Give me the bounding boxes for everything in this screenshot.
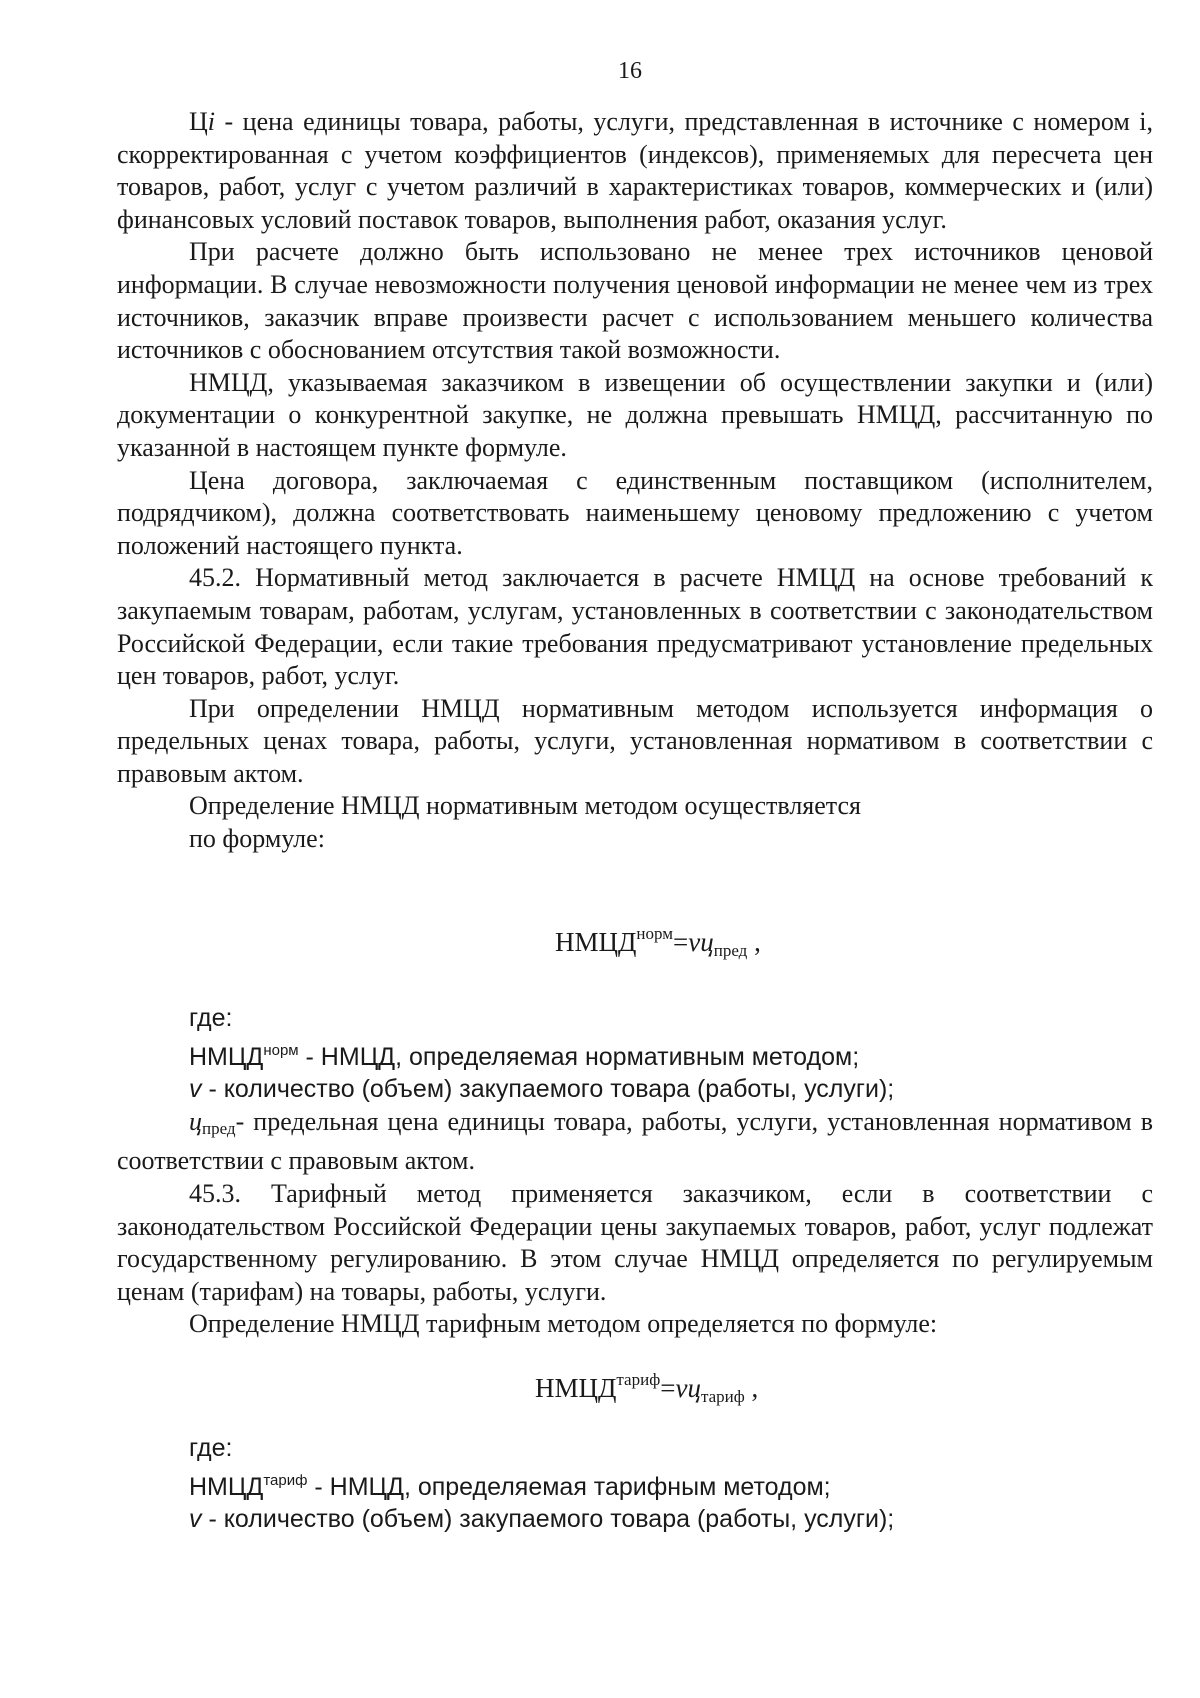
- def-nmcd-norm: [117, 1035, 1153, 1074]
- def-pred-var: ц: [189, 1106, 202, 1136]
- def-norm-base: НМЦД: [189, 1042, 264, 1071]
- paragraph-nmcd-notice: НМЦД, указываемая заказчиком в извещении об осуществлении закупки и (или) документации о конкурентной закупке, не должна превышать НМЦД, рассчитанную по указанной в настоящем пункте формуле.: [117, 367, 1153, 462]
- where-label-2: где:: [189, 1434, 233, 1462]
- formula-norm-eq: =: [673, 927, 689, 957]
- def-v-1: [117, 1073, 1153, 1106]
- paragraph-norm-def-line2: по формуле:: [189, 824, 325, 854]
- paragraph-45-3: 45.3. Тарифный метод применяется заказчиком, если в соответствии с законодательством Российской Федерации цены закупаемых товаров, работ, услуг подлежат государственному регулированию. В этом случае НМЦД определяется по регулируемым ценам (тарифам) на товары, работы, услуги.: [117, 1178, 1153, 1306]
- ci-index: i: [207, 107, 216, 136]
- def-tariff-text: - НМЦД, определяемая тарифным методом;: [307, 1472, 831, 1501]
- def-norm-text: - НМЦД, определяемая нормативным методом;: [298, 1042, 860, 1071]
- ci-definition-text: - цена единицы товара, работы, услуги, представленная в источнике с номером i, скорректированная с учетом коэффициентов (индексов), применяемых для пересчета цен товаров, работ, услуг с учетом различий в характеристиках товаров, коммерческих и (или) финансовых условий поставок товаров, выполнения работ, оказания услуг.: [117, 107, 1153, 234]
- ci-symbol: Ц: [189, 107, 208, 136]
- paragraph-norm-def-line1: Определение НМЦД нормативным методом осуществляется: [189, 791, 861, 821]
- def-v1-text: - количество (объем) закупаемого товара (работы, услуги);: [201, 1075, 895, 1104]
- def-v-2: [117, 1503, 1153, 1536]
- paragraph-contract-price: Цена договора, заключаемая с единственным поставщиком (исполнителем, подрядчиком), должна соответствовать наименьшему ценовому предложению с учетом положений настоящего пункта.: [117, 465, 1153, 560]
- def-v2-var: v: [189, 1505, 202, 1534]
- formula-tariff-sub: тариф: [700, 1387, 745, 1406]
- paragraph-sources: При расчете должно быть использовано не менее трех источников ценовой информации. В случае невозможности получения ценовой информации не менее чем из трех источников, заказчик вправе произвести расчет с использованием меньшего количества источников с обоснованием отсутствия такой возможности.: [117, 237, 1153, 365]
- formula-tariff-eq: =: [660, 1373, 676, 1403]
- def-tariff-sup: тариф: [263, 1471, 308, 1489]
- formula-normative: [555, 924, 761, 961]
- formula-norm-v: v: [688, 927, 701, 957]
- formula-tariff-base: НМЦД: [535, 1373, 617, 1403]
- def-pred-sub: пред: [202, 1118, 236, 1138]
- formula-norm-price: ц: [700, 927, 714, 957]
- formula-norm-sub: пред: [713, 941, 748, 960]
- page-number: 16: [618, 58, 642, 84]
- body-text-middle: [117, 1002, 1153, 1341]
- def-pred-text: - предельная цена единицы товара, работы, услуги, установленная нормативом в соответствии с правовым актом.: [117, 1106, 1153, 1176]
- paragraph-tariff-def: Определение НМЦД тарифным методом определяется по формуле:: [189, 1309, 938, 1339]
- formula-tariff-sup: тариф: [616, 1370, 661, 1389]
- where-label-1: где:: [189, 1004, 233, 1032]
- formula-tariff: [535, 1370, 758, 1407]
- def-v1-var: v: [189, 1075, 202, 1104]
- def-v2-text: - количество (объем) закупаемого товара (работы, услуги);: [201, 1505, 895, 1534]
- formula-tariff-v: v: [675, 1373, 688, 1403]
- paragraph-45-2: 45.2. Нормативный метод заключается в расчете НМЦД на основе требований к закупаемым товарам, работам, услугам, установленных в соответствии с законодательством Российской Федерации, если такие требования предусматривают установление предельных цен товаров, работ, услуг.: [117, 563, 1153, 691]
- def-tariff-base: НМЦД: [189, 1472, 264, 1501]
- def-norm-sup: норм: [263, 1041, 299, 1059]
- paragraph-ci-definition: [117, 106, 1153, 236]
- body-text-upper: [117, 106, 1153, 856]
- formula-norm-tail: ,: [747, 927, 761, 957]
- def-nmcd-tariff: [117, 1465, 1153, 1504]
- formula-norm-base: НМЦД: [555, 927, 637, 957]
- paragraph-norm-info: При определении НМЦД нормативным методом используется информация о предельных ценах товара, работы, услуги, установленная нормативом в соответствии с правовым актом.: [117, 693, 1153, 788]
- def-pred-price: [117, 1106, 1153, 1178]
- body-text-lower: [117, 1432, 1153, 1536]
- formula-norm-sup: норм: [636, 924, 674, 943]
- formula-tariff-price: ц: [687, 1373, 701, 1403]
- formula-tariff-tail: ,: [744, 1373, 759, 1403]
